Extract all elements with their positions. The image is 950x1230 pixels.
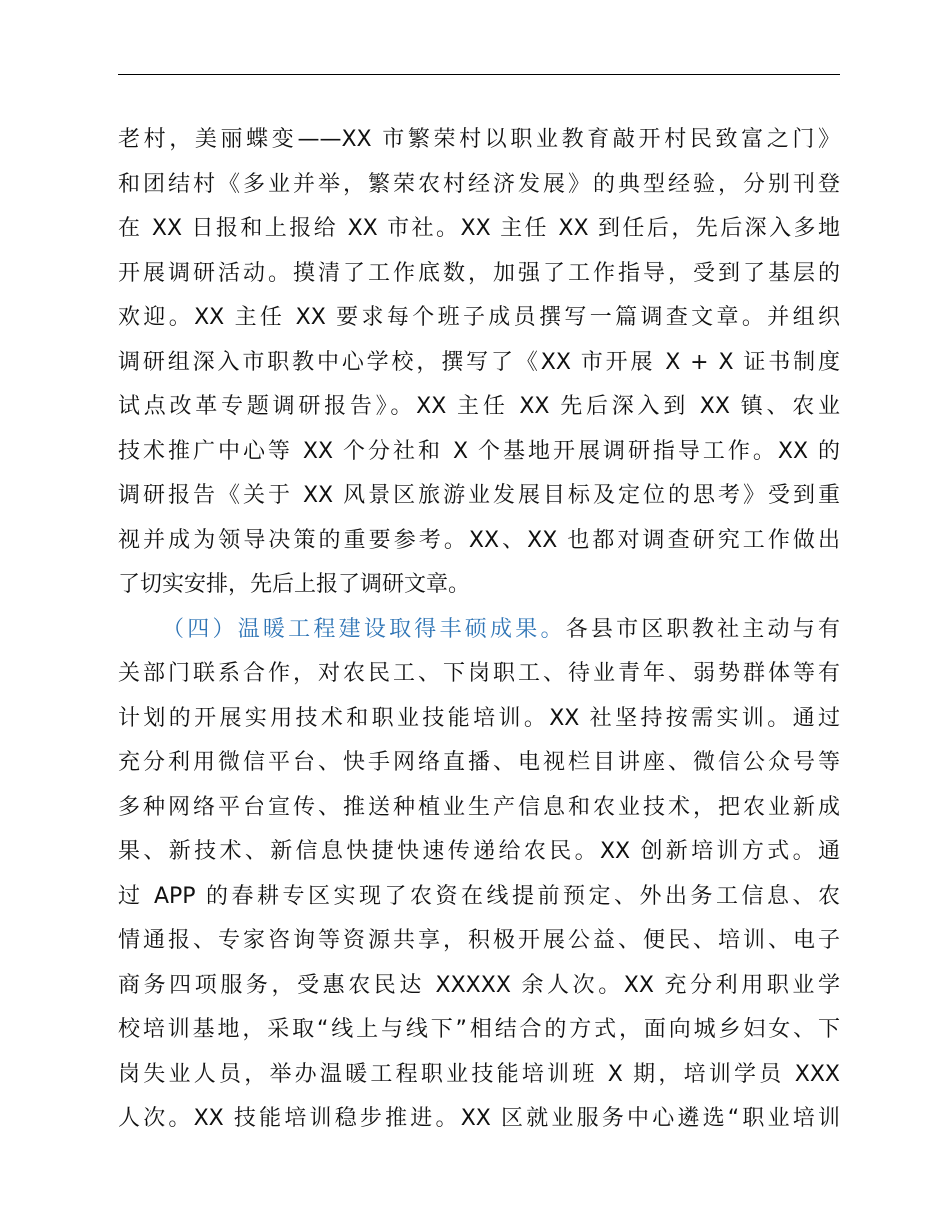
text-line: 试点改革专题调研报告》。XX 主任 XX 先后深入到 XX 镇、农业 bbox=[118, 394, 840, 419]
text-line: 技术推广中心等 XX 个分社和 X 个基地开展调研指导工作。XX 的 bbox=[118, 438, 840, 464]
text-line: 果、新技术、新信息快捷快速传递给农民。XX 创新培训方式。通 bbox=[118, 839, 840, 864]
section-heading-line bbox=[118, 608, 840, 653]
text-line: 人次。XX 技能培训稳步推进。XX 区就业服务中心遴选“职业培训 bbox=[118, 1106, 840, 1131]
body-text bbox=[118, 118, 840, 1142]
text-line: 了切实安排，先后上报了调研文章。 bbox=[118, 572, 471, 597]
text-line: 在 XX 日报和上报给 XX 市社。XX 主任 XX 到任后，先后深入多地 bbox=[118, 216, 840, 241]
text-line: 关部门联系合作，对农民工、下岗职工、待业青年、弱势群体等有 bbox=[118, 661, 840, 686]
text-line: 校培训基地，采取“线上与线下”相结合的方式，面向城乡妇女、下 bbox=[118, 1017, 840, 1042]
text-line: 商务四项服务，受惠农民达 XXXXX 余人次。XX 充分利用职业学 bbox=[118, 972, 840, 998]
text-line: 过 APP 的春耕专区实现了农资在线提前预定、外出务工信息、农 bbox=[118, 883, 840, 909]
section-heading: （四）温暖工程建设取得丰硕成果。 bbox=[162, 616, 566, 642]
text-span: 各县市区职教社主动与有 bbox=[565, 616, 840, 642]
text-line: 开展调研活动。摸清了工作底数，加强了工作指导，受到了基层的 bbox=[118, 260, 840, 286]
text-line: 调研报告《关于 XX 风景区旅游业发展目标及定位的思考》受到重 bbox=[118, 483, 840, 508]
text-line: 视并成为领导决策的重要参考。XX、XX 也都对调查研究工作做出 bbox=[118, 527, 840, 553]
text-line: 岗失业人员，举办温暖工程职业技能培训班 X 期，培训学员 XXX bbox=[118, 1061, 840, 1087]
text-line: 和团结村《多业并举，繁荣农村经济发展》的典型经验，分别刊登 bbox=[118, 171, 840, 197]
text-line: 多种网络平台宣传、推送种植业生产信息和农业技术，把农业新成 bbox=[118, 794, 840, 820]
text-line: 老村，美丽蝶变——XX 市繁荣村以职业教育敲开村民致富之门》 bbox=[118, 127, 840, 152]
text-line: 情通报、专家咨询等资源共享，积极开展公益、便民、培训、电子 bbox=[118, 928, 840, 953]
text-line: 充分利用微信平台、快手网络直播、电视栏目讲座、微信公众号等 bbox=[118, 750, 840, 775]
header-rule bbox=[118, 74, 840, 75]
text-line: 计划的开展实用技术和职业技能培训。XX 社坚持按需实训。通过 bbox=[118, 705, 840, 731]
text-line: 调研组深入市职教中心学校，撰写了《XX 市开展 X + X 证书制度 bbox=[118, 349, 840, 375]
text-line: 欢迎。XX 主任 XX 要求每个班子成员撰写一篇调查文章。并组织 bbox=[118, 305, 840, 330]
